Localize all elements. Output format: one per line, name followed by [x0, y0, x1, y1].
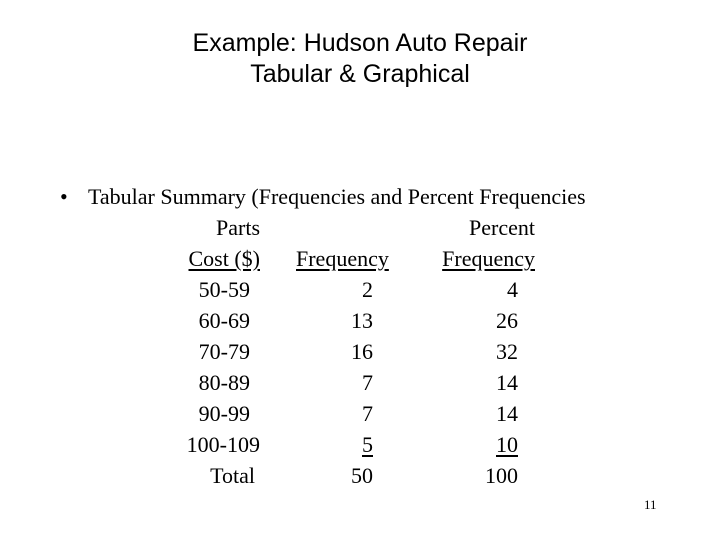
header-parts: Parts: [216, 215, 260, 240]
row-percent: 14: [496, 370, 518, 395]
row-cost: 80-89: [198, 370, 250, 395]
row-percent: 14: [496, 401, 518, 426]
row-frequency: 13: [351, 308, 373, 333]
header-cost: Cost ($): [188, 246, 260, 271]
row-percent: 4: [507, 277, 518, 302]
page-number: 11: [644, 497, 657, 512]
total-label: Total: [210, 463, 255, 488]
header-percent-frequency: Frequency: [442, 246, 535, 271]
row-percent: 32: [496, 339, 518, 364]
header-frequency: Frequency: [296, 246, 389, 271]
row-cost: 60-69: [198, 308, 250, 333]
bullet-text: Tabular Summary (Frequencies and Percent Frequencies: [88, 184, 586, 209]
total-percent: 100: [485, 463, 518, 488]
row-percent: 26: [496, 308, 518, 333]
bullet-icon: •: [60, 184, 68, 209]
row-cost: 50-59: [198, 277, 250, 302]
slide-title-line-1: Example: Hudson Auto Repair: [192, 29, 528, 57]
row-frequency: 7: [362, 401, 373, 426]
row-frequency: 5: [362, 432, 373, 457]
row-frequency: 16: [351, 339, 373, 364]
row-percent: 10: [496, 432, 518, 457]
row-frequency: 7: [362, 370, 373, 395]
header-percent: Percent: [469, 215, 535, 240]
row-cost: 100-109: [186, 432, 260, 457]
slide-title-line-2: Tabular & Graphical: [250, 60, 470, 88]
total-frequency: 50: [351, 463, 373, 488]
row-cost: 90-99: [198, 401, 250, 426]
row-cost: 70-79: [198, 339, 250, 364]
row-frequency: 2: [362, 277, 373, 302]
